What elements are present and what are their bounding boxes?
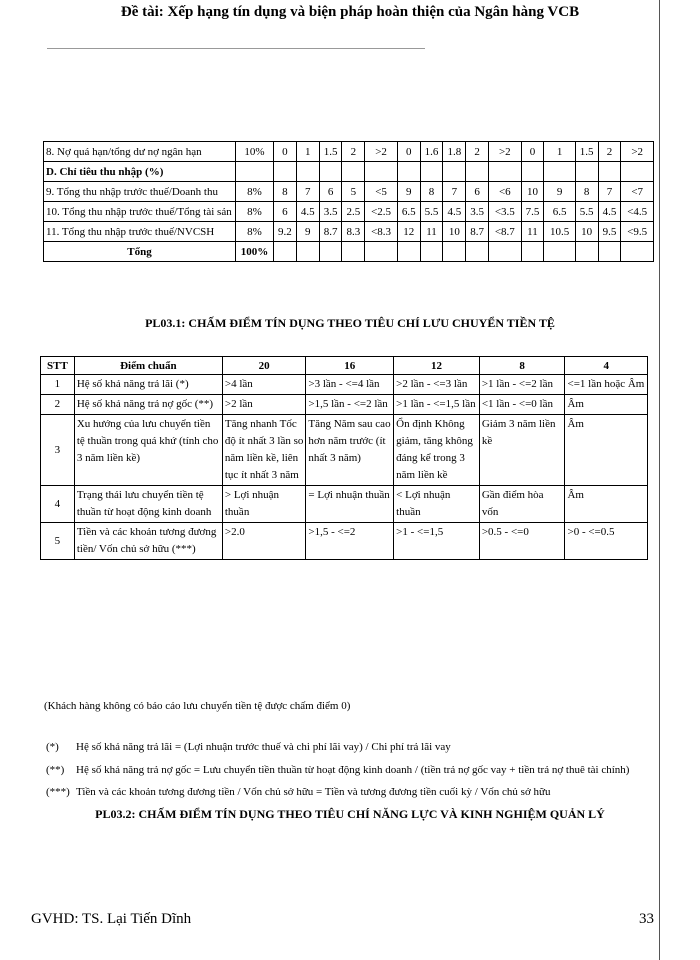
header-16: 16 (306, 357, 394, 375)
value-cell: 2 (466, 142, 489, 162)
weight-cell: 8% (236, 222, 274, 242)
value-cell: 8 (420, 182, 443, 202)
empty-cell (544, 242, 575, 262)
empty-cell (296, 162, 319, 182)
table-row (41, 486, 648, 523)
score-12-cell: >1 - <=1,5 (394, 523, 480, 560)
value-cell: 9.5 (598, 222, 621, 242)
value-cell: 0 (397, 142, 420, 162)
value-cell: 1 (296, 142, 319, 162)
table-header-row (41, 357, 648, 375)
empty-cell (236, 162, 274, 182)
value-cell: <4.5 (621, 202, 654, 222)
empty-cell (443, 162, 466, 182)
score-20-cell: >2 lần (222, 395, 306, 415)
empty-cell (397, 162, 420, 182)
value-cell: 9 (296, 222, 319, 242)
score-8-cell: >0.5 - <=0 (479, 523, 565, 560)
value-cell: 8 (575, 182, 598, 202)
header-criteria: Điểm chuẩn (74, 357, 222, 375)
value-cell: 0 (521, 142, 544, 162)
score-16-cell: = Lợi nhuận thuần (306, 486, 394, 523)
empty-cell (575, 162, 598, 182)
section-row (44, 162, 654, 182)
value-cell: 6 (319, 182, 342, 202)
stt-cell: 5 (41, 523, 75, 560)
footnote-2 (46, 764, 629, 776)
value-cell: 5.5 (575, 202, 598, 222)
value-cell: 11 (420, 222, 443, 242)
empty-cell (598, 242, 621, 262)
score-8-cell: <1 lần - <=0 lần (479, 395, 565, 415)
value-cell: 6.5 (544, 202, 575, 222)
score-16-cell: Tăng Năm sau cao hơn năm trước (ít nhất 3 năm) (306, 415, 394, 486)
note-text: (Khách hàng không có báo cáo lưu chuyển tiền tệ được chấm điểm 0) (44, 700, 351, 712)
criteria-cell: Hệ số khả năng trả lãi (*) (74, 375, 222, 395)
score-20-cell: Tăng nhanh Tốc độ ít nhất 3 lần so năm liền kề, liên tục ít nhất 3 năm (222, 415, 306, 486)
score-8-cell: Giảm 3 năm liền kề (479, 415, 565, 486)
value-cell: 7.5 (521, 202, 544, 222)
value-cell: <7 (621, 182, 654, 202)
empty-cell (489, 242, 521, 262)
score-4-cell: Âm (565, 415, 648, 486)
value-cell: 8.7 (466, 222, 489, 242)
value-cell: 6 (466, 182, 489, 202)
header-rule (47, 48, 425, 49)
score-4-cell: >0 - <=0.5 (565, 523, 648, 560)
empty-cell (342, 242, 365, 262)
value-cell: <2.5 (365, 202, 397, 222)
value-cell: 3.5 (319, 202, 342, 222)
value-cell: 8 (274, 182, 297, 202)
table-row (41, 523, 648, 560)
score-4-cell: Âm (565, 486, 648, 523)
value-cell: 10 (575, 222, 598, 242)
empty-cell (621, 242, 654, 262)
value-cell: 1.5 (319, 142, 342, 162)
value-cell: 9.2 (274, 222, 297, 242)
score-12-cell: >1 lần - <=1,5 lần (394, 395, 480, 415)
empty-cell (274, 162, 297, 182)
empty-cell (443, 242, 466, 262)
table-row (44, 142, 654, 162)
page-edge-rule (659, 0, 660, 960)
pl031-title: PL03.1: CHẤM ĐIỂM TÍN DỤNG THEO TIÊU CHÍ LƯU CHUYỂN TIỀN TỆ (145, 316, 555, 330)
empty-cell (365, 242, 397, 262)
empty-cell (466, 162, 489, 182)
empty-cell (598, 162, 621, 182)
empty-cell (521, 162, 544, 182)
header-12: 12 (394, 357, 480, 375)
footnote-3 (46, 786, 550, 798)
footnote-text: Hệ số khả năng trả lãi = (Lợi nhuận trước thuế và chi phí lãi vay) / Chi phí trả lãi vay (76, 741, 451, 753)
score-20-cell: >2.0 (222, 523, 306, 560)
value-cell: 10 (521, 182, 544, 202)
header-stt: STT (41, 357, 75, 375)
empty-cell (342, 162, 365, 182)
value-cell: 8.3 (342, 222, 365, 242)
empty-cell (489, 162, 521, 182)
footnote-mark: (*) (46, 741, 59, 753)
score-16-cell: >3 lần - <=4 lần (306, 375, 394, 395)
table-row (44, 222, 654, 242)
value-cell: 1.6 (420, 142, 443, 162)
footnote-mark: (**) (46, 764, 65, 776)
value-cell: 4.5 (296, 202, 319, 222)
value-cell: <3.5 (489, 202, 521, 222)
value-cell: 0 (274, 142, 297, 162)
value-cell: 7 (598, 182, 621, 202)
row-label: 11. Tổng thu nhập trước thuế/NVCSH (44, 222, 236, 242)
value-cell: 6 (274, 202, 297, 222)
table-row (44, 202, 654, 222)
value-cell: 3.5 (466, 202, 489, 222)
value-cell: 5.5 (420, 202, 443, 222)
empty-cell (420, 242, 443, 262)
score-4-cell: Âm (565, 395, 648, 415)
weight-cell: 10% (236, 142, 274, 162)
score-16-cell: >1,5 - <=2 (306, 523, 394, 560)
footnote-1 (46, 741, 451, 753)
criteria-cell: Hệ số khả năng trả nợ gốc (**) (74, 395, 222, 415)
empty-cell (544, 162, 575, 182)
empty-cell (521, 242, 544, 262)
value-cell: >2 (489, 142, 521, 162)
value-cell: <6 (489, 182, 521, 202)
cash-flow-scoring-table (40, 356, 648, 560)
page-header-title: Đề tài: Xếp hạng tín dụng và biện pháp hoàn thiện của Ngân hàng VCB (120, 4, 580, 20)
empty-cell (319, 162, 342, 182)
value-cell: 9 (397, 182, 420, 202)
empty-cell (466, 242, 489, 262)
table-row (41, 375, 648, 395)
total-label: Tổng (44, 242, 236, 262)
value-cell: 2.5 (342, 202, 365, 222)
row-label: 10. Tổng thu nhập trước thuế/Tổng tài sản (44, 202, 236, 222)
header-4: 4 (565, 357, 648, 375)
empty-cell (397, 242, 420, 262)
stt-cell: 2 (41, 395, 75, 415)
value-cell: 11 (521, 222, 544, 242)
value-cell: >2 (365, 142, 397, 162)
score-4-cell: <=1 lần hoặc Âm (565, 375, 648, 395)
value-cell: 1 (544, 142, 575, 162)
empty-cell (319, 242, 342, 262)
value-cell: 1.5 (575, 142, 598, 162)
value-cell: 2 (598, 142, 621, 162)
value-cell: <5 (365, 182, 397, 202)
score-20-cell: >4 lần (222, 375, 306, 395)
value-cell: 6.5 (397, 202, 420, 222)
weight-cell: 8% (236, 202, 274, 222)
value-cell: 7 (443, 182, 466, 202)
row-label: 9. Tổng thu nhập trước thuế/Doanh thu (44, 182, 236, 202)
stt-cell: 1 (41, 375, 75, 395)
value-cell: 5 (342, 182, 365, 202)
value-cell: <9.5 (621, 222, 654, 242)
empty-cell (365, 162, 397, 182)
value-cell: <8.3 (365, 222, 397, 242)
table-row (44, 182, 654, 202)
score-20-cell: > Lợi nhuận thuần (222, 486, 306, 523)
value-cell: 9 (544, 182, 575, 202)
criteria-cell: Tiền và các khoản tương đương tiền/ Vốn chủ sở hữu (***) (74, 523, 222, 560)
total-row (44, 242, 654, 262)
value-cell: 10.5 (544, 222, 575, 242)
table-row (41, 395, 648, 415)
score-8-cell: >1 lần - <=2 lần (479, 375, 565, 395)
score-12-cell: >2 lần - <=3 lần (394, 375, 480, 395)
weight-cell: 8% (236, 182, 274, 202)
section-label: D. Chỉ tiêu thu nhập (%) (44, 162, 236, 182)
page-number: 33 (639, 911, 654, 927)
value-cell: 1.8 (443, 142, 466, 162)
empty-cell (296, 242, 319, 262)
footnote-text: Tiền và các khoản tương đương tiền / Vốn chủ sở hữu = Tiền và tương đương tiền cuối kỳ / Vốn chủ sở hữu (76, 786, 551, 798)
value-cell: >2 (621, 142, 654, 162)
table-row (41, 415, 648, 486)
total-weight: 100% (236, 242, 274, 262)
value-cell: 2 (342, 142, 365, 162)
footnote-mark: (***) (46, 786, 70, 798)
score-8-cell: Gần điểm hòa vốn (479, 486, 565, 523)
pl032-title: PL03.2: CHẤM ĐIỂM TÍN DỤNG THEO TIÊU CHÍ NĂNG LỰC VÀ KINH NGHIỆM QUẢN LÝ (95, 807, 605, 821)
score-16-cell: >1,5 lần - <=2 lần (306, 395, 394, 415)
empty-cell (420, 162, 443, 182)
value-cell: 7 (296, 182, 319, 202)
header-8: 8 (479, 357, 565, 375)
value-cell: 4.5 (443, 202, 466, 222)
value-cell: 8.7 (319, 222, 342, 242)
header-20: 20 (222, 357, 306, 375)
criteria-cell: Trạng thái lưu chuyển tiền tệ thuần từ hoạt động kinh doanh (74, 486, 222, 523)
value-cell: 4.5 (598, 202, 621, 222)
score-12-cell: < Lợi nhuận thuần (394, 486, 480, 523)
stt-cell: 3 (41, 415, 75, 486)
stt-cell: 4 (41, 486, 75, 523)
empty-cell (621, 162, 654, 182)
value-cell: 10 (443, 222, 466, 242)
footer-supervisor: GVHD: TS. Lại Tiến Dĩnh (31, 911, 192, 927)
criteria-cell: Xu hướng của lưu chuyển tiền tệ thuần trong quá khứ (tính cho 3 năm liền kề) (74, 415, 222, 486)
value-cell: <8.7 (489, 222, 521, 242)
empty-cell (274, 242, 297, 262)
empty-cell (575, 242, 598, 262)
row-label: 8. Nợ quá hạn/tổng dư nợ ngân hạn (44, 142, 236, 162)
footnote-text: Hệ số khả năng trả nợ gốc = Lưu chuyển tiền thuần từ hoạt động kinh doanh / (tiền trả nợ gốc vay + tiền trả nợ thuê tài chính) (76, 764, 630, 776)
value-cell: 12 (397, 222, 420, 242)
criteria-table (43, 141, 654, 262)
score-12-cell: Ổn định Không giảm, tăng không đáng kể trong 3 năm liền kề (394, 415, 480, 486)
